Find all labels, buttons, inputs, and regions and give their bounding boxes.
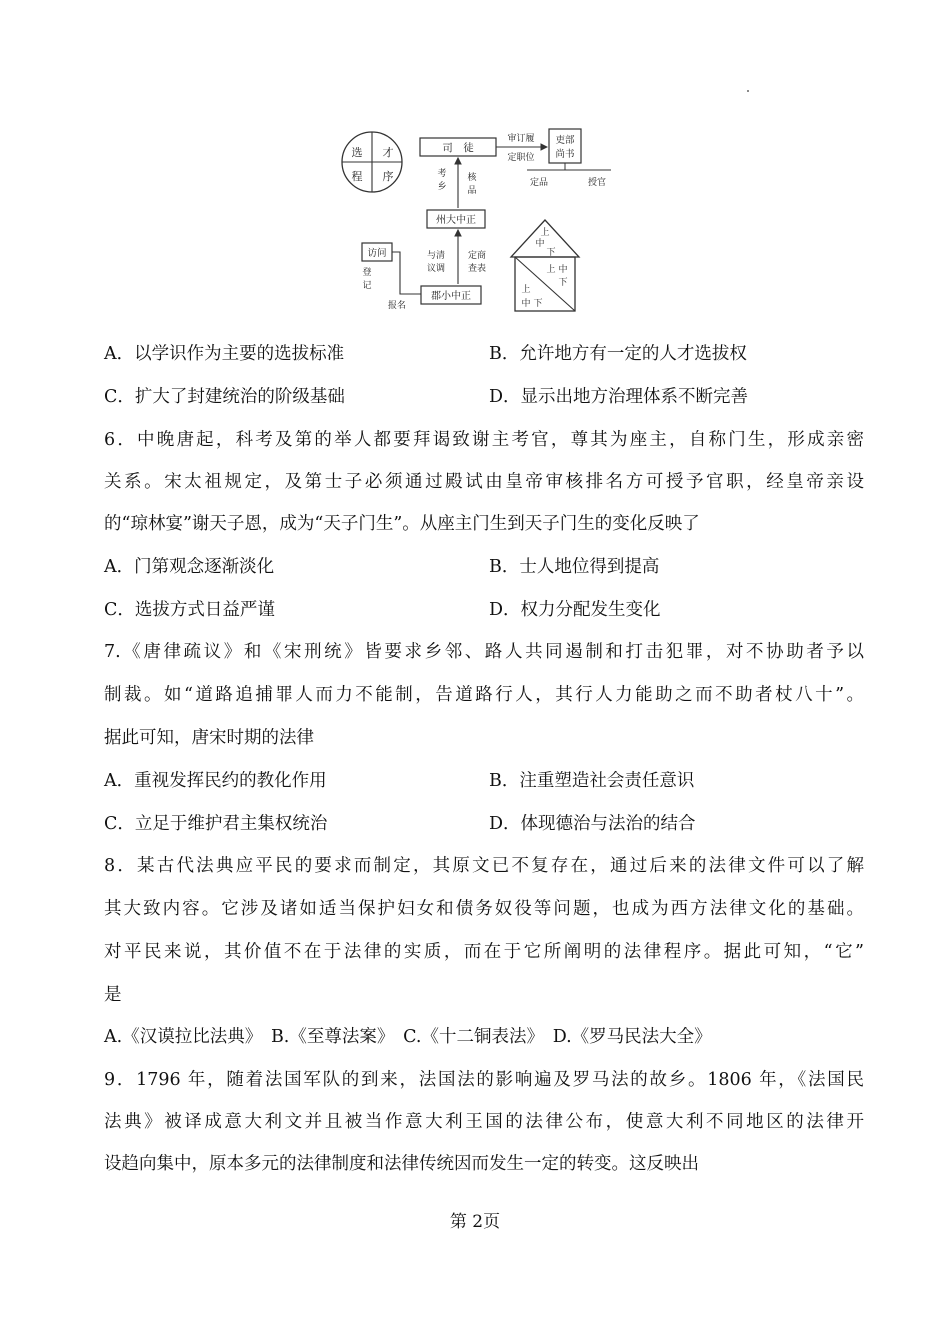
shang-2: 查表 (467, 264, 487, 274)
dingpin-label: 定品 (529, 178, 549, 188)
shen-label: 审订履 (507, 134, 535, 144)
q6-option-c: C．选拔方式日益严谨 (104, 600, 275, 620)
house-right-1: 上 (546, 265, 556, 275)
circle-char-4: 序 (382, 170, 394, 183)
circle-char-2: 才 (382, 146, 394, 159)
dingzhi-label: 定职位 (507, 153, 535, 163)
q6-option-d: D．权力分配发生变化 (489, 600, 661, 620)
q8-line-3: 对平民来说，其价值不在于法律的实质，而在于它所阐明的法律程序。据此可知，“它” (104, 942, 864, 962)
selection-system-diagram (335, 118, 625, 323)
q6-option-b: B．士人地位得到提高 (489, 557, 660, 577)
situ-label: 司 徒 (442, 142, 474, 154)
house-left-2: 中 (521, 299, 531, 309)
house-left-3: 下 (533, 299, 543, 309)
q7-line-1: 7.《唐律疏议》和《宋刑统》皆要求乡邻、路人共同遏制和打击犯罪，对不协助者予以 (104, 642, 864, 662)
shang-1: 定商 (467, 251, 487, 261)
hepin-1: 核 (467, 173, 477, 183)
kaoxiang-2: 乡 (437, 182, 447, 192)
qing-1: 与清 (426, 251, 446, 261)
q7-line-3: 据此可知，唐宋时期的法律 (104, 728, 314, 748)
q5-option-b: B．允许地方有一定的人才选拔权 (489, 344, 747, 364)
page-number: 第 2页 (449, 1212, 501, 1232)
q7-option-d: D．体现德治与法治的结合 (489, 814, 696, 834)
q8-line-1: 8．某古代法典应平民的要求而制定，其原文已不复存在，通过后来的法律文件可以了解 (104, 856, 864, 876)
q5-option-c: C．扩大了封建统治的阶级基础 (104, 387, 345, 407)
baoming-label: 报名 (387, 301, 407, 311)
house-top-2: 中 (535, 239, 545, 249)
q6-line-1: 6．中晚唐起，科考及第的举人都要拜谒致谢主考官，尊其为座主，自称门生，形成亲密 (104, 430, 864, 450)
nine-rank-house (511, 220, 579, 311)
q7-option-c: C．立足于维护君主集权统治 (104, 814, 328, 834)
house-right-2: 中 (558, 265, 568, 275)
house-top-1: 上 (540, 228, 550, 238)
q8-options: A.《汉谟拉比法典》 B.《至尊法案》 C.《十二铜表法》 D.《罗马民法大全》 (104, 1027, 712, 1047)
scan-dot (747, 90, 749, 92)
q7-option-a: A．重视发挥民约的教化作用 (104, 771, 327, 791)
q9-line-3: 设趋向集中，原本多元的法律制度和法律传统因而发生一定的转变。这反映出 (104, 1154, 699, 1174)
q9-line-1: 9．1796 年，随着法国军队的到来，法国法的影响遍及罗马法的故乡。1806 年，《法国民 (104, 1070, 864, 1090)
diagram-svg (335, 118, 625, 323)
libu-line1: 吏部 (555, 135, 575, 146)
libu-line2: 尚书 (555, 149, 575, 160)
dengji-1: 登 (362, 268, 372, 278)
q5-option-a: A．以学识作为主要的选拔标准 (104, 344, 345, 364)
shouguan-label: 授官 (587, 178, 607, 188)
q6-option-a: A．门第观念逐渐淡化 (104, 557, 275, 577)
dengji-2: 记 (362, 281, 372, 291)
q7-option-b: B．注重塑造社会责任意识 (489, 771, 695, 791)
q5-option-d: D．显示出地方治理体系不断完善 (489, 387, 749, 407)
qing-2: 议调 (426, 264, 446, 274)
house-right-3: 下 (558, 278, 568, 288)
zhou-label: 州大中正 (436, 215, 476, 226)
house-top-3: 下 (546, 248, 556, 258)
q7-line-2: 制裁。如“道路追捕罪人而力不能制，告道路行人，其行人力能助之而不助者杖八十”。 (104, 685, 864, 705)
q6-line-2: 关系。宋太祖规定，及第士子必须通过殿试由皇帝审核排名方可授予官职，经皇帝亲设 (104, 472, 864, 492)
kaoxiang-1: 考 (437, 169, 447, 179)
fangwen-label: 访问 (367, 248, 387, 259)
jun-label: 郡小中正 (431, 291, 471, 302)
circle-char-1: 选 (351, 146, 363, 159)
circle-char-3: 程 (351, 170, 363, 183)
house-left-1: 上 (521, 285, 531, 295)
q8-line-4: 是 (104, 985, 122, 1005)
hepin-2: 品 (467, 186, 477, 196)
q9-line-2: 法典》被译成意大利文并且被当作意大利王国的法律公布，使意大利不同地区的法律开 (104, 1112, 864, 1132)
q8-line-2: 其大致内容。它涉及诸如适当保护妇女和债务奴役等问题，也成为西方法律文化的基础。 (104, 899, 864, 919)
q6-line-3: 的“琼林宴”谢天子恩，成为“天子门生”。从座主门生到天子门生的变化反映了 (104, 514, 700, 534)
